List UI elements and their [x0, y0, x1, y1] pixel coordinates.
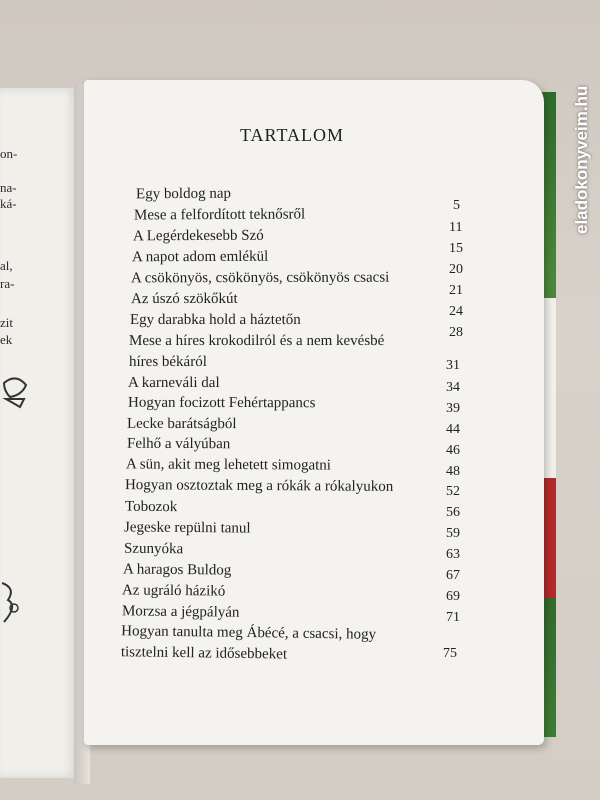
left-page-text: zit — [0, 315, 13, 330]
left-page-text: ra- — [0, 276, 15, 291]
illustration-doodle — [0, 578, 30, 634]
toc-entry-title: A sün, akit meg lehetett simogatni — [125, 456, 332, 474]
toc-entry-page: 28 — [449, 325, 463, 340]
toc-entry-page: 69 — [446, 589, 460, 604]
toc-entry-title: A haragos Buldog — [122, 561, 232, 579]
toc-entry-title: Morzsa a jégpályán — [121, 603, 240, 621]
toc-entry-page: 39 — [446, 401, 460, 416]
toc-entry-title: Mese a híres krokodilról és a nem kevésbé híres békáról — [128, 332, 385, 370]
toc-entry-title: A napot adom emlékül — [131, 248, 269, 266]
toc-entry-title: Hogyan tanulta meg Ábécé, a csacsi, hogy tisztelni kell az idősebbeket — [120, 623, 377, 663]
toc-title: TARTALOM — [240, 125, 345, 145]
toc-entry-title: Az úszó szökőkút — [130, 290, 238, 308]
toc-entry-page: 21 — [449, 283, 463, 298]
toc-entry-page: 52 — [446, 484, 460, 499]
toc-entry-page: 11 — [449, 220, 463, 235]
toc-entry-title: Hogyan focizott Fehértappancs — [127, 394, 316, 412]
toc-entry-page: 67 — [446, 568, 460, 583]
left-page-text: al, — [0, 258, 13, 273]
toc-entry-title: Lecke barátságból — [126, 415, 237, 433]
toc-entry-page: 20 — [449, 262, 463, 277]
left-page-text: ká- — [0, 196, 17, 211]
toc-entry-page: 48 — [446, 464, 460, 479]
toc-entry-page: 56 — [446, 505, 460, 520]
toc-entry-page: 44 — [446, 422, 460, 437]
toc-entry-title: A csökönyös, csökönyös, csökönyös csacsi — [130, 269, 390, 287]
toc-entry-title: Egy boldog nap — [135, 185, 232, 203]
illustration-doodle — [2, 373, 30, 419]
toc-entry-title: Egy darabka hold a háztetőn — [129, 311, 301, 329]
toc-entry-title: Szunyóka — [123, 540, 184, 558]
toc-entry-page: 5 — [453, 198, 460, 213]
toc-entry-page: 63 — [446, 547, 460, 562]
toc-entry-title: Az ugráló házikó — [121, 582, 226, 600]
toc-entry-page: 15 — [449, 241, 463, 256]
left-page-text: on- — [0, 146, 18, 161]
left-page — [0, 88, 78, 778]
toc-entry-title: Mese a felfordított teknősről — [133, 206, 306, 224]
toc-entry-title: A karneváli dal — [127, 374, 220, 392]
toc-entry-page: 59 — [446, 526, 460, 541]
toc-entry-page: 71 — [446, 610, 460, 625]
toc-entry-page: 46 — [446, 443, 460, 458]
left-page-text: na- — [0, 180, 17, 195]
toc-entry-page: 75 — [443, 646, 457, 661]
toc-entry-page: 34 — [446, 380, 460, 395]
toc-entry-title: Felhő a vályúban — [126, 435, 231, 453]
toc-entry-title: Hogyan osztoztak meg a rókák a rókalyukon — [124, 477, 394, 495]
watermark: eladokonyveim.hu — [572, 85, 591, 234]
toc-entry-page: 24 — [449, 304, 463, 319]
toc-entry-title: Jegeske repülni tanul — [123, 519, 251, 537]
toc-entry-title: A Legérdekesebb Szó — [132, 227, 264, 245]
toc-entry-page: 31 — [446, 358, 460, 373]
left-page-text: ek — [0, 332, 13, 347]
toc-entry-title: Tobozok — [124, 498, 178, 516]
